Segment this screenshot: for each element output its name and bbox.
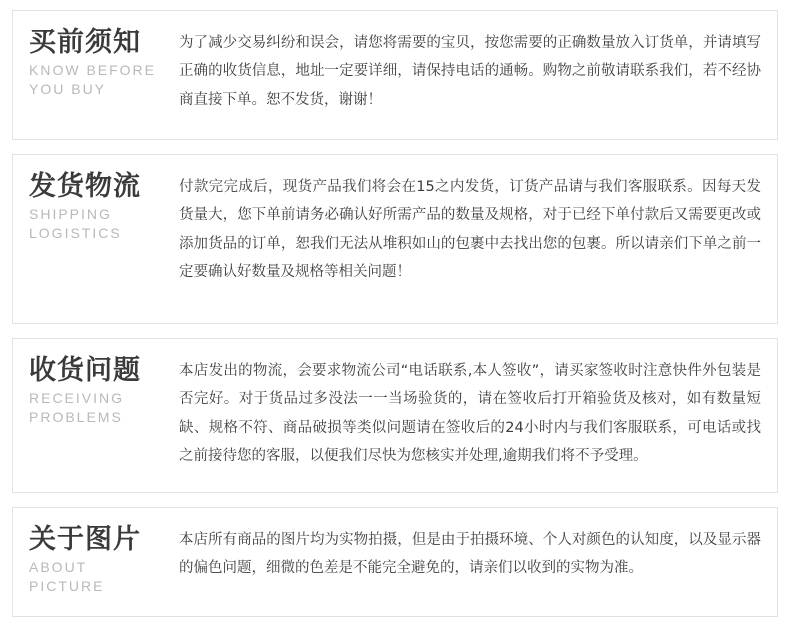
section-title-en-line2: LOGISTICS [29, 224, 122, 241]
section-heading [29, 25, 179, 99]
section-shipping-logistics [12, 154, 778, 324]
section-heading [29, 169, 179, 243]
section-body-text: 本店发出的物流，会要求物流公司“电话联系,本人签收”，请买家签收时注意快件外包装是否完好。对于货品过多没法一一当场验货的，请在签收后打开箱验货及核对，如有数量短缺、规格不符、商品破损等类似问题请在签收后的24小时内与我们客服联系，可电话或找之前接待您的客服，以便我们尽快为您核实并处理,逾期我们将不予受理。 [179, 363, 761, 464]
section-title-en [29, 61, 179, 99]
section-title-en [29, 205, 179, 243]
section-title-cn: 收货问题 [29, 355, 141, 386]
section-title-cn: 关于图片 [29, 524, 141, 555]
section-about-picture [12, 507, 778, 617]
section-title-en-line1: SHIPPING [29, 206, 112, 223]
section-receiving-problems [12, 338, 778, 493]
section-body-text: 为了减少交易纠纷和误会，请您将需要的宝贝，按您需要的正确数量放入订货单，并请填写正确的收货信息，地址一定要详细，请保持电话的通畅。购物之前敬请联系我们，若不经协商直接下单。恕不发货，谢谢！ [179, 35, 761, 108]
section-title-en-line1: ABOUT [29, 559, 88, 576]
section-heading [29, 353, 179, 427]
section-title-en [29, 558, 179, 596]
section-title-en [29, 389, 179, 427]
section-title-en-line1: KNOW BEFORE [29, 62, 157, 79]
section-heading [29, 522, 179, 596]
section-title-en-line1: RECEIVING [29, 390, 125, 407]
section-title-cn: 买前须知 [29, 27, 141, 58]
section-title-en-line2: YOU BUY [29, 80, 107, 97]
section-title-en-line2: PROBLEMS [29, 408, 123, 425]
section-body-text: 本店所有商品的图片均为实物拍摄，但是由于拍摄环境、个人对颜色的认知度，以及显示器的偏色问题，细微的色差是不能完全避免的，请亲们以收到的实物为准。 [179, 532, 761, 577]
section-body-text: 付款完完成后，现货产品我们将会在15之内发货，订货产品请与我们客服联系。因每天发货量大，您下单前请务必确认好所需产品的数量及规格，对于已经下单付款后又需要更改或添加货品的订单，恕我们无法从堆积如山的包裹中去找出您的包裹。所以请亲们下单之前一定要确认好数量及规格等相关问题！ [179, 179, 761, 280]
section-title-cn: 发货物流 [29, 171, 141, 202]
section-know-before-you-buy [12, 10, 778, 140]
section-title-en-line2: PICTURE [29, 577, 105, 594]
